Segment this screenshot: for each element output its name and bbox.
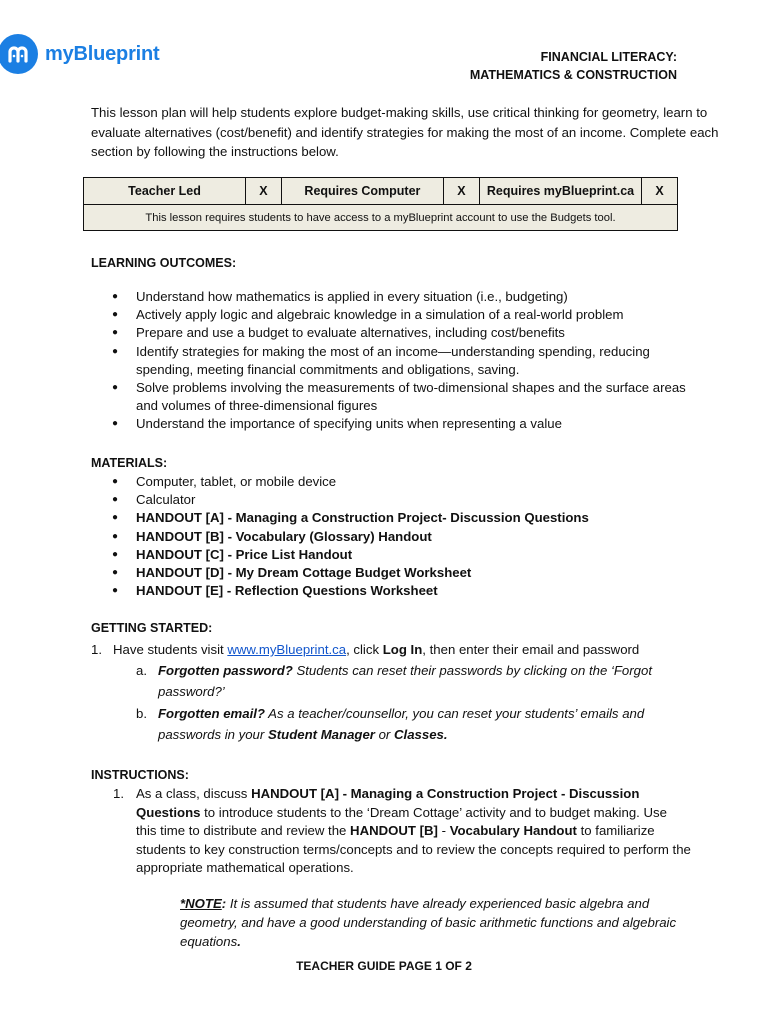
classes-label: Classes. (394, 727, 448, 742)
page-footer: TEACHER GUIDE PAGE 1 OF 2 (296, 959, 472, 973)
list-item: ● HANDOUT [A] - Managing a Construction Project- Discussion Questions (91, 509, 691, 527)
step-text-mid: , click (346, 642, 383, 657)
document-title (470, 48, 677, 84)
myblueprint-link[interactable]: www.myBlueprint.ca (227, 642, 347, 657)
step-number: 1. (113, 786, 124, 801)
getting-started-step-1 (91, 639, 639, 660)
step-number: 1. (91, 642, 102, 657)
list-item: ● HANDOUT [C] - Price List Handout (91, 546, 691, 564)
requirements-note-row (84, 205, 678, 231)
forgotten-password-text: Students can reset their passwords by clicking on the ‘Forgot password?’ (158, 663, 652, 699)
list-item: ● HANDOUT [B] - Vocabulary (Glossary) Handout (91, 528, 691, 546)
requirements-table (83, 177, 678, 231)
sub-step-a (136, 660, 676, 702)
instr-text-2: to introduce students to the ‘Dream Cottage’ activity and to budget making. Use this time to distribute and review the (136, 804, 667, 839)
materials-list (91, 473, 691, 600)
learning-outcomes-heading: LEARNING OUTCOMES: (91, 256, 237, 270)
log-in-label: Log In (382, 642, 423, 657)
student-manager-label: Student Manager (267, 727, 375, 742)
list-item: ● Computer, tablet, or mobile device (91, 473, 691, 491)
handout-b-ref: HANDOUT [B] (350, 823, 438, 839)
materials-heading: MATERIALS: (91, 456, 168, 470)
logo-mark-icon (0, 34, 38, 74)
sub-step-label: a. (136, 663, 147, 678)
teacher-led-mark: X (246, 178, 282, 205)
note-label: *NOTE (180, 896, 222, 911)
note-text: It is assumed that students have already experienced basic algebra and geometry, and have a good understanding of basic arithmetic functions and algebraic equations (180, 896, 677, 949)
learning-outcomes-list (91, 288, 691, 434)
myblueprint-mark: X (642, 178, 678, 205)
instructions-heading: INSTRUCTIONS: (91, 768, 189, 782)
list-item: ● HANDOUT [E] - Reflection Questions Worksheet (91, 582, 691, 600)
note-end: . (237, 934, 241, 949)
forgotten-email-label: Forgotten email? (158, 706, 265, 721)
forgotten-password-label: Forgotten password? (158, 663, 293, 678)
instructions-step-1 (91, 785, 691, 878)
vocabulary-handout-ref: Vocabulary Handout (449, 823, 577, 839)
list-item: ● Identify strategies for making the most of an income—understanding spending, reducing spending, meeting financial commitments and obligations, saving. (91, 343, 691, 379)
step-text-post: , then enter their email and password (422, 642, 640, 657)
requirements-note: This lesson requires students to have access to a myBlueprint account to use the Budgets tool. (84, 205, 678, 231)
handout-a-ref: HANDOUT [A] - Managing a Construction Project - Discussion Questions (136, 786, 640, 820)
list-item: ● HANDOUT [D] - My Dream Cottage Budget Worksheet (91, 564, 691, 582)
step-text-pre: Have students visit (113, 642, 228, 657)
sub-step-label: b. (136, 706, 147, 721)
note-block (180, 894, 690, 951)
brand-name-suffix: Blueprint (73, 42, 160, 65)
title-line-2: MATHEMATICS & CONSTRUCTION (469, 68, 677, 82)
computer-mark: X (444, 178, 480, 205)
brand-name-prefix: my (45, 42, 74, 65)
list-item: ● Actively apply logic and algebraic knowledge in a simulation of a real-world problem (91, 306, 691, 324)
list-item: ● Understand how mathematics is applied in every situation (i.e., budgeting) (91, 288, 691, 306)
list-item: ● Understand the importance of specifying units when representing a value (91, 415, 691, 433)
brand-name (45, 43, 160, 66)
getting-started-heading: GETTING STARTED: (91, 621, 213, 635)
instr-text-4: to familiarize students to key construction terms/concepts and to review the concepts required to perform the appropriate mathematical operations. (136, 823, 691, 876)
requirements-row (84, 178, 678, 205)
note-colon: : (221, 896, 227, 911)
myblueprint-label: Requires myBlueprint.ca (479, 178, 641, 205)
sub-step-b (136, 703, 676, 745)
instr-text-1: As a class, discuss (136, 786, 252, 801)
computer-label: Requires Computer (281, 178, 443, 205)
intro-paragraph: This lesson plan will help students explore budget-making skills, use critical thinking for geometry, learn to evaluate alternatives (cost/benefit) and identify strategies for making the most of an income. Complete each section by following the instructions below. (91, 105, 719, 159)
forgotten-email-text: As a teacher/counsellor, you can reset your students’ emails and passwords in your (158, 706, 645, 742)
brand-logo (0, 34, 160, 74)
title-line-1: FINANCIAL LITERACY: (540, 50, 677, 64)
teacher-led-label: Teacher Led (84, 178, 246, 205)
list-item: ● Calculator (91, 491, 691, 509)
list-item: ● Prepare and use a budget to evaluate alternatives, including cost/benefits (91, 324, 691, 342)
list-item: ● Solve problems involving the measurements of two-dimensional shapes and the surface areas and volumes of three-dimensional figures (91, 379, 691, 415)
instr-text-3: - (437, 823, 450, 839)
forgotten-email-or: or (374, 727, 394, 742)
